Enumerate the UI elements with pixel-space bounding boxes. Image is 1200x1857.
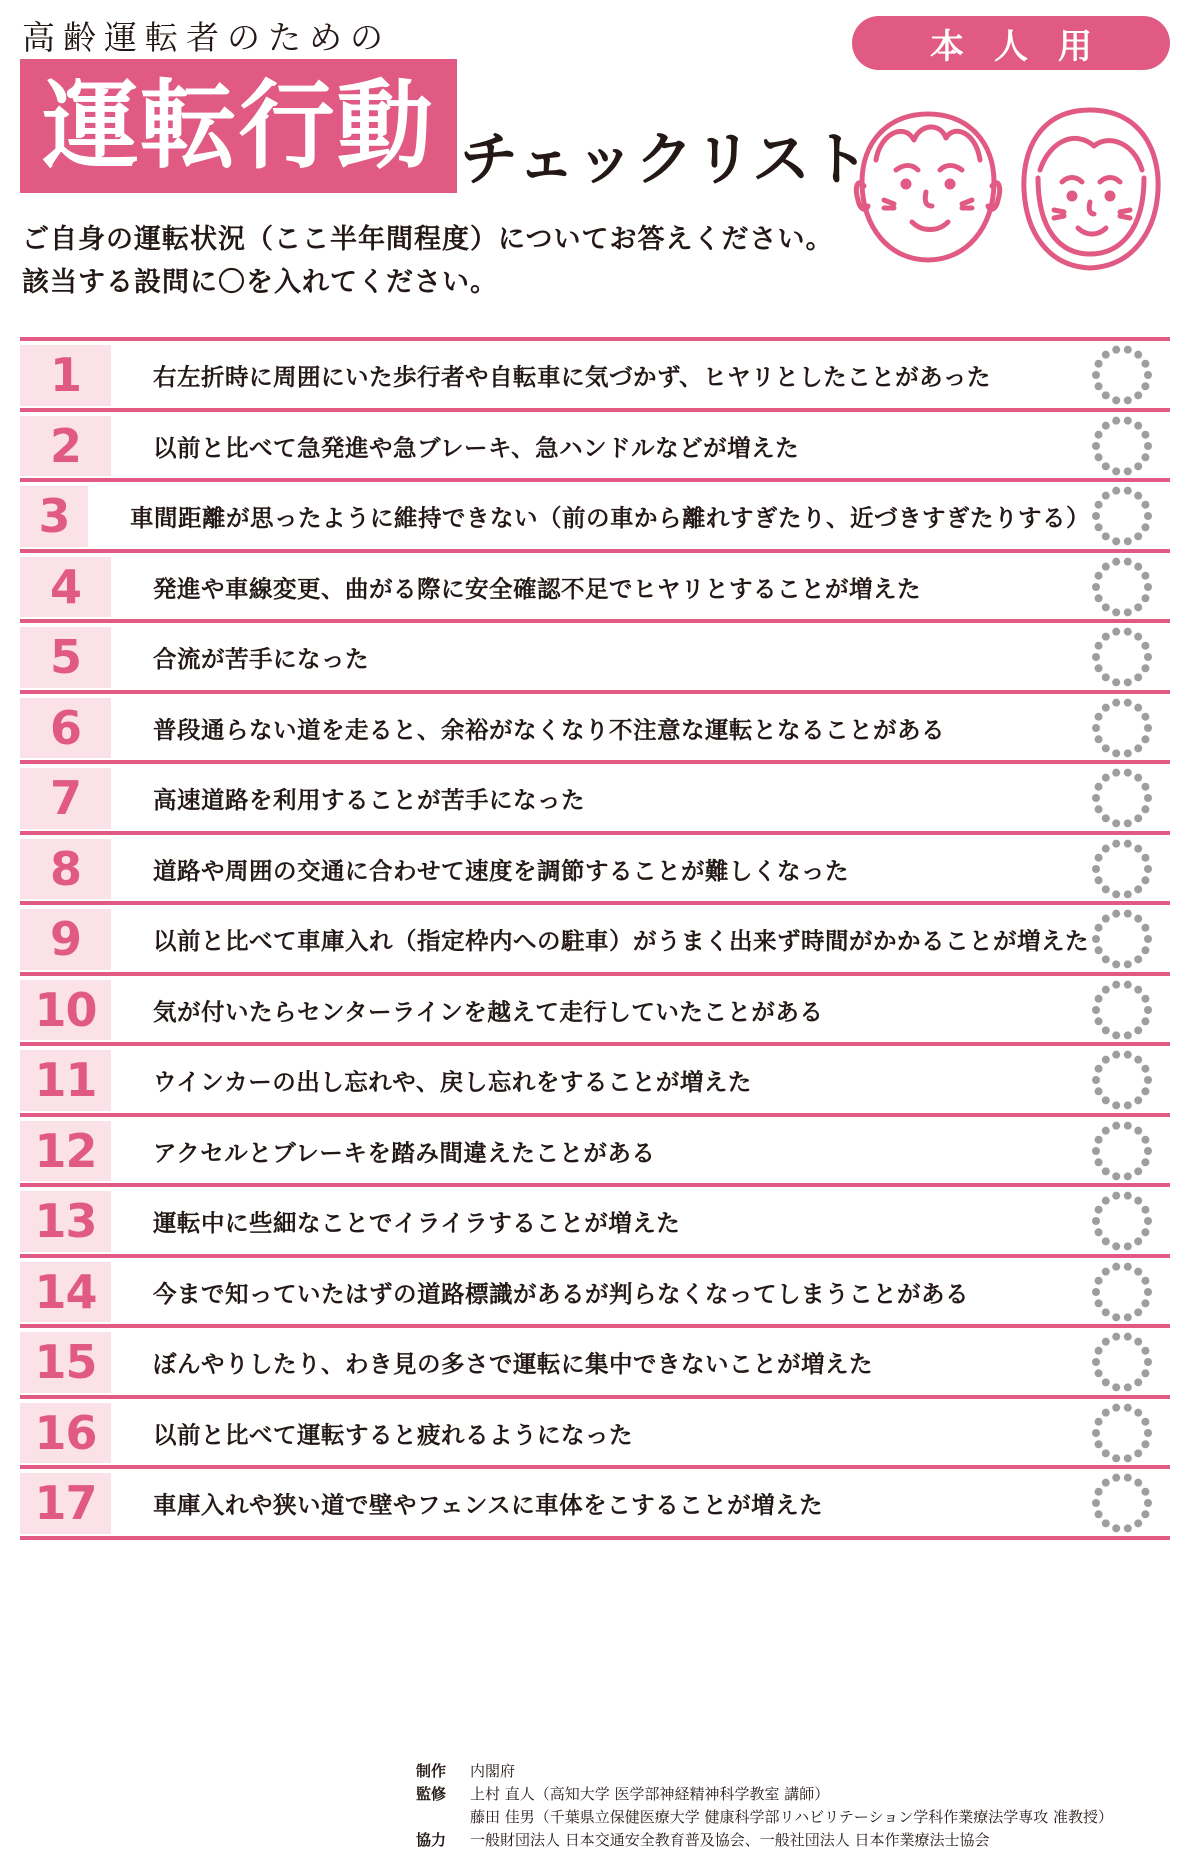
item-number: 5 xyxy=(49,630,81,685)
item-number: 17 xyxy=(34,1476,97,1531)
item-number-cell xyxy=(20,627,111,688)
item-question: 道路や周囲の交通に合わせて速度を調節することが難しくなった xyxy=(153,856,849,885)
item-question: 以前と比べて運転すると疲れるようになった xyxy=(153,1420,633,1449)
checklist-item xyxy=(20,1042,1170,1113)
checklist-item-body xyxy=(20,1403,1170,1464)
dotted-circle-icon[interactable] xyxy=(1090,837,1154,901)
item-number: 16 xyxy=(34,1405,97,1460)
item-number: 10 xyxy=(34,982,97,1037)
dotted-circle-icon[interactable] xyxy=(1090,1471,1154,1535)
dotted-circle-icon[interactable] xyxy=(1090,625,1154,689)
checklist-item xyxy=(20,408,1170,479)
checklist-item-body xyxy=(20,1262,1170,1323)
dotted-circle-icon[interactable] xyxy=(1090,978,1154,1042)
item-number: 3 xyxy=(38,489,70,544)
item-number: 12 xyxy=(34,1123,97,1178)
checklist-item-body xyxy=(20,1191,1170,1252)
item-number: 15 xyxy=(34,1335,97,1390)
subtitle: 高齢運転者のための xyxy=(22,18,391,57)
item-number-cell xyxy=(20,557,111,618)
item-number: 11 xyxy=(34,1053,97,1108)
item-number: 1 xyxy=(49,348,81,403)
dotted-circle-icon[interactable] xyxy=(1090,555,1154,619)
item-number-cell xyxy=(20,1332,111,1393)
checklist-item-body xyxy=(20,1121,1170,1182)
item-question: アクセルとブレーキを踏み間違えたことがある xyxy=(153,1138,656,1167)
credit-label: 協力 xyxy=(416,1831,447,1849)
dotted-circle-icon[interactable] xyxy=(1090,766,1154,830)
item-number-cell xyxy=(20,980,111,1041)
credit-value: 上村 直人（高知大学 医学部神経精神科学教室 講師） xyxy=(470,1785,830,1803)
title-banner xyxy=(20,59,457,193)
item-question: 車庫入れや狭い道で壁やフェンスに車体をこすることが増えた xyxy=(153,1491,824,1520)
instruction-line: ご自身の運転状況（ここ半年間程度）についてお答えください。 xyxy=(22,224,834,255)
checklist-item-body xyxy=(20,1473,1170,1534)
checklist-item-body xyxy=(20,1050,1170,1111)
item-number-cell xyxy=(20,768,111,829)
checklist-item xyxy=(20,1254,1170,1325)
checklist-item xyxy=(20,1183,1170,1254)
checklist-item xyxy=(20,549,1170,620)
checklist-item xyxy=(20,337,1170,408)
dotted-circle-icon[interactable] xyxy=(1090,1401,1154,1465)
checklist-item-body xyxy=(20,909,1170,970)
item-number-cell xyxy=(20,839,111,900)
checklist-item xyxy=(20,760,1170,831)
elderly-woman-face-icon xyxy=(1024,110,1158,268)
checklist-item xyxy=(20,619,1170,690)
checklist-item-body xyxy=(20,1332,1170,1393)
credit-value: 一般財団法人 日本交通安全教育普及協会、一般社団法人 日本作業療法士協会 xyxy=(470,1831,990,1849)
item-number-cell xyxy=(20,416,111,477)
item-number-cell xyxy=(20,1121,111,1182)
item-number: 4 xyxy=(49,559,81,614)
checklist-item xyxy=(20,831,1170,902)
item-question: 発進や車線変更、曲がる際に安全確認不足でヒヤリとすることが増えた xyxy=(153,574,921,603)
item-question: ぼんやりしたり、わき見の多さで運転に集中できないことが増えた xyxy=(153,1350,873,1379)
dotted-circle-icon[interactable] xyxy=(1090,484,1154,548)
item-number: 7 xyxy=(49,771,81,826)
item-number: 6 xyxy=(49,700,81,755)
item-number-cell xyxy=(20,698,111,759)
instructions xyxy=(22,218,833,304)
credit-row xyxy=(416,1806,1113,1829)
item-number: 13 xyxy=(34,1194,97,1249)
item-question: 普段通らない道を走ると、余裕がなくなり不注意な運転となることがある xyxy=(153,715,945,744)
checklist-bottom-rule xyxy=(20,1536,1170,1540)
item-number-cell xyxy=(20,1191,111,1252)
dotted-circle-icon[interactable] xyxy=(1090,1260,1154,1324)
faces-illustration xyxy=(850,100,1180,280)
credit-label: 制作 xyxy=(416,1762,447,1780)
item-number: 8 xyxy=(49,841,81,896)
checklist xyxy=(20,337,1170,1540)
checklist-item-body xyxy=(20,345,1170,406)
item-question: 以前と比べて車庫入れ（指定枠内への駐車）がうまく出来ず時間がかかることが増えた xyxy=(153,927,1089,956)
item-number-cell xyxy=(20,345,111,406)
credit-row xyxy=(416,1760,1113,1783)
checklist-item xyxy=(20,1113,1170,1184)
dotted-circle-icon[interactable] xyxy=(1090,1189,1154,1253)
checklist-item-body xyxy=(20,557,1170,618)
dotted-circle-icon[interactable] xyxy=(1090,907,1154,971)
item-number-cell xyxy=(20,486,88,547)
item-question: 今まで知っていたはずの道路標識があるが判らなくなってしまうことがある xyxy=(153,1279,969,1308)
audience-badge: 本人用 xyxy=(852,16,1170,70)
item-number-cell xyxy=(20,1403,111,1464)
checklist-item-body xyxy=(20,416,1170,477)
checklist-item-body xyxy=(20,980,1170,1041)
item-number-cell xyxy=(20,1473,111,1534)
item-question: 以前と比べて急発進や急ブレーキ、急ハンドルなどが増えた xyxy=(153,433,800,462)
item-question: ウインカーの出し忘れや、戻し忘れをすることが増えた xyxy=(153,1068,752,1097)
item-question: 気が付いたらセンターラインを越えて走行していたことがある xyxy=(153,997,824,1026)
item-number-cell xyxy=(20,1050,111,1111)
checklist-item-body xyxy=(20,627,1170,688)
credit-label: 監修 xyxy=(416,1785,447,1803)
checklist-item xyxy=(20,1324,1170,1395)
credit-row xyxy=(416,1829,1113,1852)
item-number-cell xyxy=(20,1262,111,1323)
dotted-circle-icon[interactable] xyxy=(1090,1330,1154,1394)
item-number: 2 xyxy=(49,418,81,473)
credit-value: 内閣府 xyxy=(470,1762,516,1780)
credit-label xyxy=(416,1806,470,1829)
page-title: 運転行動 xyxy=(42,70,435,182)
item-number-cell xyxy=(20,909,111,970)
dotted-circle-icon[interactable] xyxy=(1090,696,1154,760)
checklist-item xyxy=(20,1395,1170,1466)
dotted-circle-icon[interactable] xyxy=(1090,1119,1154,1183)
instruction-line: 該当する設問に〇を入れてください。 xyxy=(22,267,498,298)
elderly-man-face-icon xyxy=(856,114,999,260)
checklist-item xyxy=(20,478,1170,549)
credit-row xyxy=(416,1783,1113,1806)
checklist-item-body xyxy=(20,698,1170,759)
checklist-item xyxy=(20,901,1170,972)
item-question: 運転中に些細なことでイライラすることが増えた xyxy=(153,1209,681,1238)
checklist-item xyxy=(20,690,1170,761)
checklist-item xyxy=(20,1465,1170,1536)
credit-value: 藤田 佳男（千葉県立保健医療大学 健康科学部リハビリテーション学科作業療法学専攻 准教授） xyxy=(470,1808,1113,1826)
item-number: 9 xyxy=(49,912,81,967)
checklist-item-body xyxy=(20,839,1170,900)
item-question: 右左折時に周囲にいた歩行者や自転車に気づかず、ヒヤリとしたことがあった xyxy=(153,363,991,392)
item-question: 車間距離が思ったように維持できない（前の車から離れすぎたり、近づきすぎたりする） xyxy=(130,504,1090,533)
credits xyxy=(416,1760,1113,1852)
checklist-item xyxy=(20,972,1170,1043)
checklist-item-body xyxy=(20,486,1170,547)
dotted-circle-icon[interactable] xyxy=(1090,414,1154,478)
item-question: 高速道路を利用することが苦手になった xyxy=(153,786,585,815)
dotted-circle-icon[interactable] xyxy=(1090,1048,1154,1112)
item-number: 14 xyxy=(34,1264,97,1319)
checklist-item-body xyxy=(20,768,1170,829)
page-title-suffix: チェックリスト xyxy=(460,125,871,193)
dotted-circle-icon[interactable] xyxy=(1090,343,1154,407)
item-question: 合流が苦手になった xyxy=(153,645,369,674)
